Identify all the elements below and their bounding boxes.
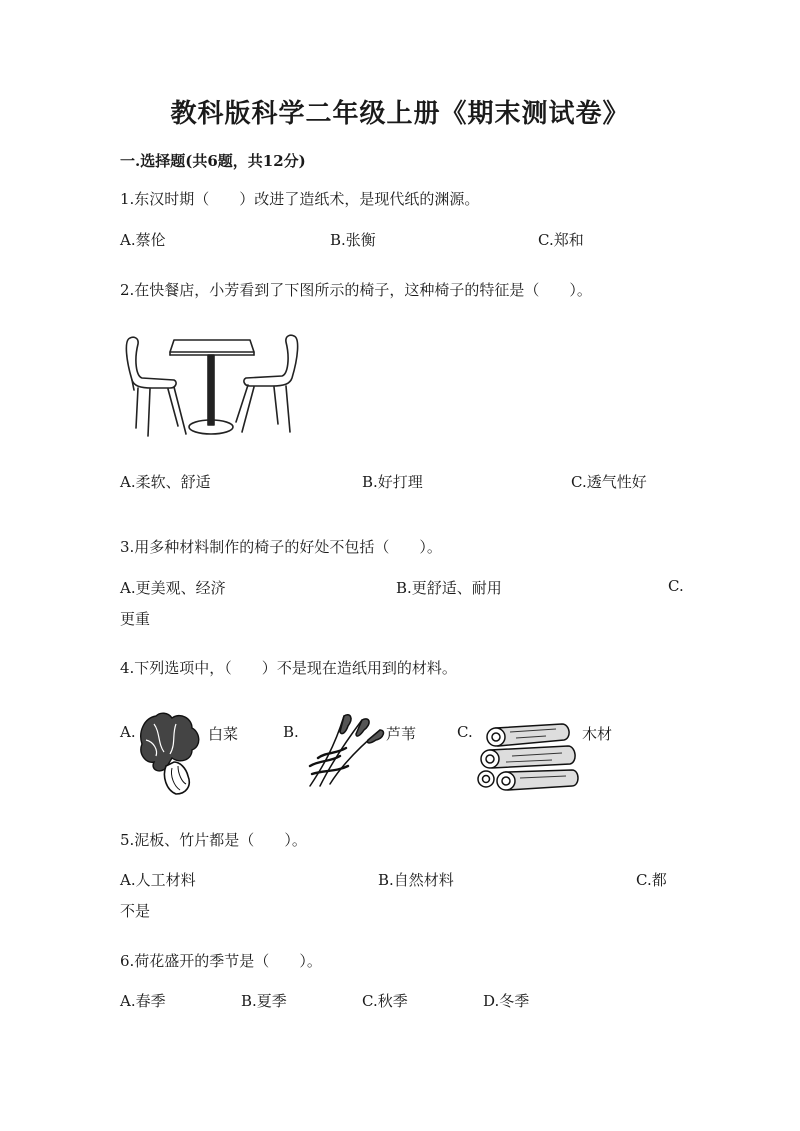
question-5-option-c-continued[interactable]: 不是	[120, 902, 151, 920]
question-6-option-a[interactable]: A.春季	[120, 992, 166, 1010]
question-5-option-a[interactable]: A.人工材料	[120, 871, 196, 889]
question-5-option-b[interactable]: B.自然材料	[378, 871, 454, 889]
question-3-option-c[interactable]: C.	[668, 577, 684, 595]
wood-logs-icon	[476, 720, 580, 792]
question-2-option-c[interactable]: C.透气性好	[571, 473, 647, 491]
question-4-option-a-label[interactable]: 白菜	[208, 725, 239, 743]
question-3-option-a[interactable]: A.更美观、经济	[120, 579, 226, 597]
question-3-option-c-continued[interactable]: 更重	[120, 610, 151, 628]
question-4-option-b-label[interactable]: 芦苇	[386, 725, 417, 743]
question-4-stem: 4.下列选项中，（ ）不是现在造纸用到的材料。	[120, 659, 457, 677]
question-4-option-c-letter[interactable]: C.	[457, 723, 473, 741]
question-3-stem: 3.用多种材料制作的椅子的好处不包括（ ）。	[120, 538, 442, 556]
question-3-option-b[interactable]: B.更舒适、耐用	[396, 579, 502, 597]
reed-icon	[300, 708, 386, 788]
page-title: 教科版科学二年级上册《期末测试卷》	[170, 99, 630, 129]
question-2-stem: 2.在快餐店，小芳看到了下图所示的椅子，这种椅子的特征是（ ）。	[120, 281, 592, 299]
question-4-option-a-letter[interactable]: A.	[120, 723, 136, 741]
section-heading: 一.选择题(共6题，共12分)	[120, 152, 306, 170]
question-6-option-b[interactable]: B.夏季	[241, 992, 287, 1010]
question-2-option-b[interactable]: B.好打理	[362, 473, 423, 491]
question-6-option-c[interactable]: C.秋季	[362, 992, 408, 1010]
question-1-option-c[interactable]: C.郑和	[538, 231, 584, 249]
question-5-option-c[interactable]: C.都	[636, 871, 667, 889]
question-4-option-b-letter[interactable]: B.	[283, 723, 299, 741]
cabbage-icon	[136, 710, 208, 796]
question-1-option-b[interactable]: B.张衡	[330, 231, 376, 249]
question-4-option-c-label[interactable]: 木材	[582, 725, 613, 743]
question-6-stem: 6.荷花盛开的季节是（ ）。	[120, 952, 322, 970]
question-2-option-a[interactable]: A.柔软、舒适	[120, 473, 211, 491]
question-5-stem: 5.泥板、竹片都是（ ）。	[120, 831, 307, 849]
question-1-stem: 1.东汉时期（ ）改进了造纸术，是现代纸的渊源。	[120, 190, 480, 208]
chairs-table-illustration	[122, 330, 302, 440]
question-6-option-d[interactable]: D.冬季	[483, 992, 530, 1010]
question-1-option-a[interactable]: A.蔡伦	[120, 231, 166, 249]
